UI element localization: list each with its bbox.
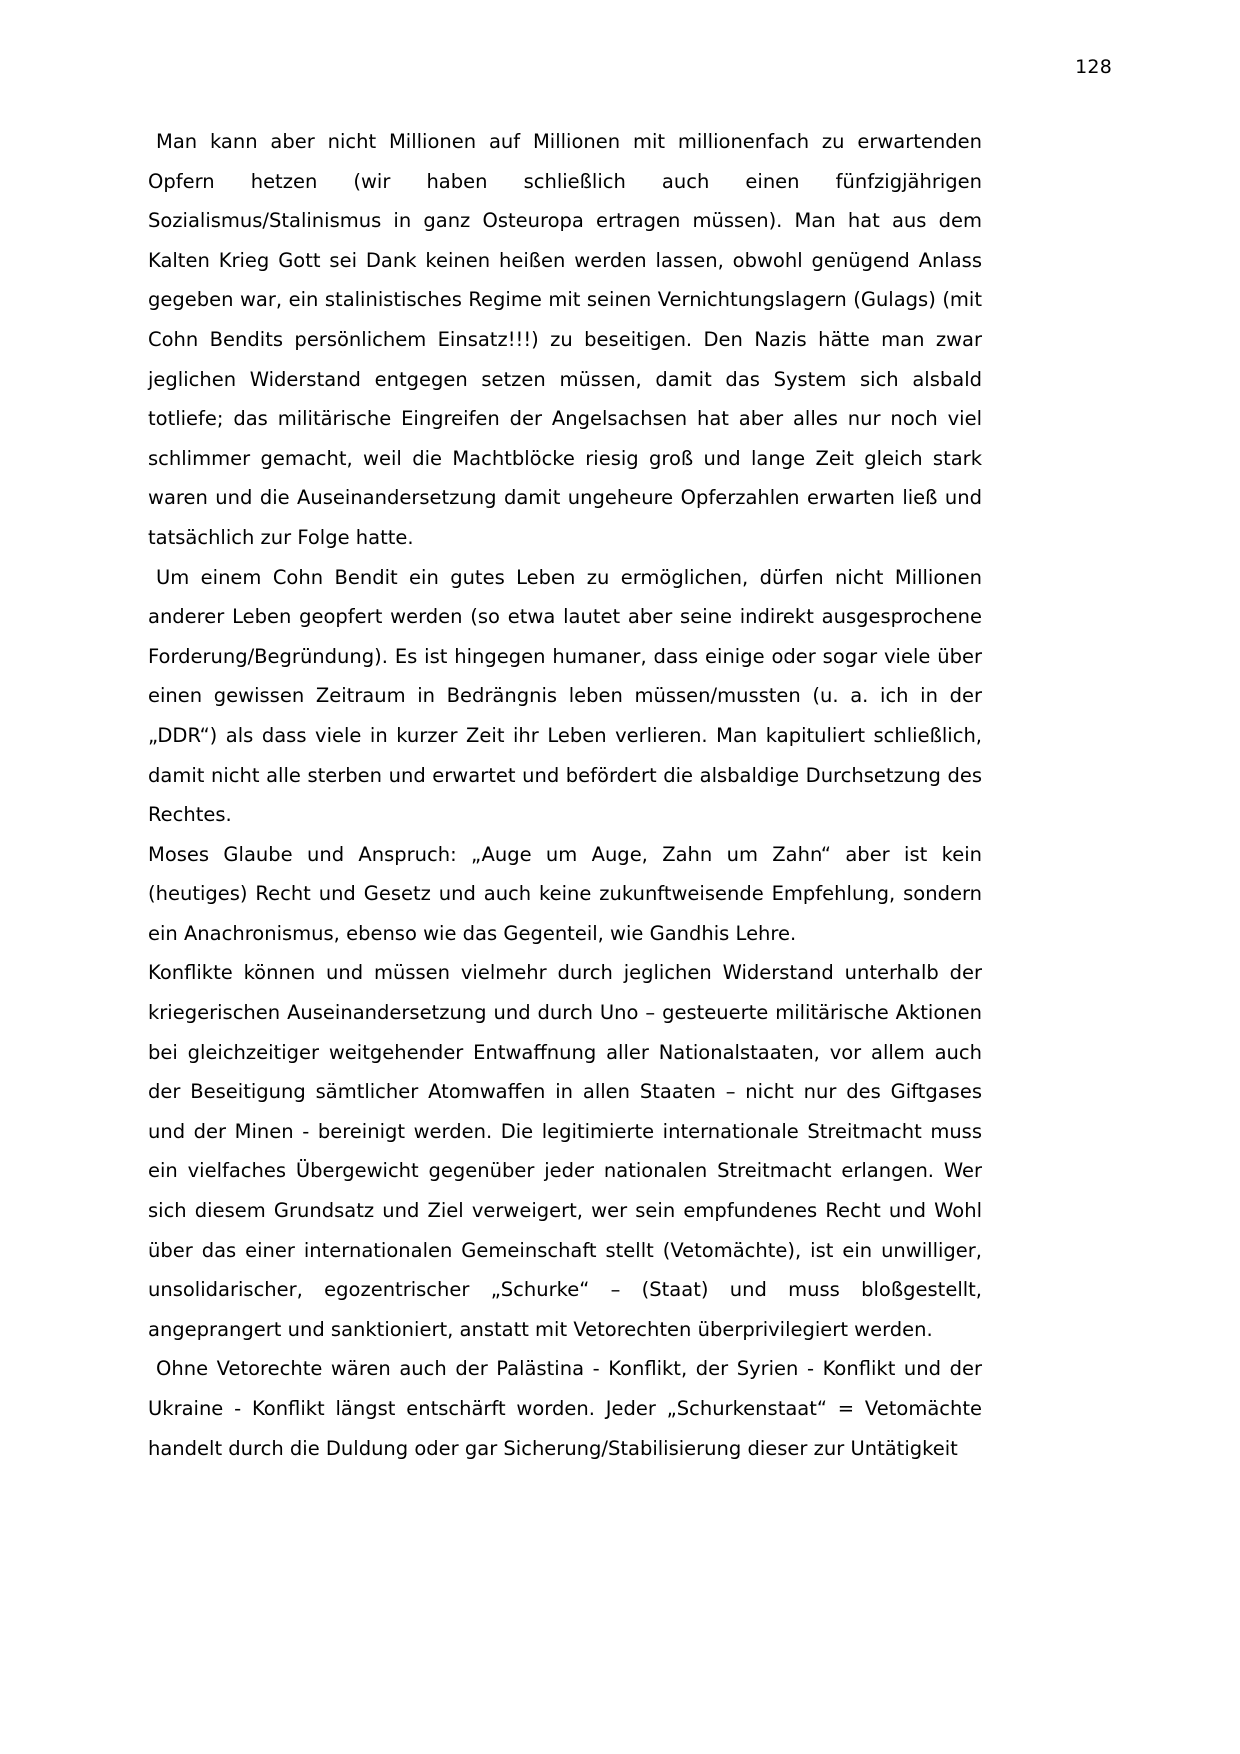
- paragraph-2: Um einem Cohn Bendit ein gutes Leben zu ermöglichen, dürfen nicht Millionen anderer Leben geopfert werden (so etwa lautet aber seine indirekt ausgesprochene Forderung/Begründung). Es ist hingegen humaner, dass einige oder sogar viele über einen gewissen Zeitraum in Bedrängnis leben müssen/mussten (u. a. ich in der „DDR“) als dass viele in kurzer Zeit ihr Leben verlieren. Man kapituliert schließlich, damit nicht alle sterben und erwartet und befördert die alsbaldige Durchsetzung des Rechtes.: [148, 565, 982, 827]
- page-body: [148, 122, 982, 1468]
- page-number: 128: [1075, 56, 1112, 78]
- paragraph-1: Man kann aber nicht Millionen auf Millionen mit millionenfach zu erwartenden Opfern hetzen (wir haben schließlich auch einen fünfzigjährigen Sozialismus/Stalinismus in ganz Osteuropa ertragen müssen). Man hat aus dem Kalten Krieg Gott sei Dank keinen heißen werden lassen, obwohl genügend Anlass gegeben war, ein stalinistisches Regime mit seinen Vernichtungslagern (Gulags) (mit Cohn Bendits persönlichem Einsatz!!!) zu beseitigen. Den Nazis hätte man zwar jeglichen Widerstand entgegen setzen müssen, damit das System sich alsbald totliefe; das militärische Eingreifen der Angelsachsen hat aber alles nur noch viel schlimmer gemacht, weil die Machtblöcke riesig groß und lange Zeit gleich stark waren und die Auseinandersetzung damit ungeheure Opferzahlen erwarten ließ und tatsächlich zur Folge hatte.: [148, 130, 982, 549]
- paragraph-5: Ohne Vetorechte wären auch der Palästina - Konflikt, der Syrien - Konflikt und der Ukraine - Konflikt längst entschärft worden. Jeder „Schurkenstaat“ = Vetomächte handelt durch die Duldung oder gar Sicherung/Stabilisierung dieser zur Untätigkeit: [148, 1357, 982, 1460]
- paragraph-4: Konflikte können und müssen vielmehr durch jeglichen Widerstand unterhalb der kriegerischen Auseinandersetzung und durch Uno – gesteuerte militärische Aktionen bei gleichzeitiger weitgehender Entwaffnung aller Nationalstaaten, vor allem auch der Beseitigung sämtlicher Atomwaffen in allen Staaten – nicht nur des Giftgases und der Minen - bereinigt werden. Die legitimierte internationale Streitmacht muss ein vielfaches Übergewicht gegenüber jeder nationalen Streitmacht erlangen. Wer sich diesem Grundsatz und Ziel verweigert, wer sein empfundenes Recht und Wohl über das einer internationalen Gemeinschaft stellt (Vetomächte), ist ein unwilliger, unsolidarischer, egozentrischer „Schurke“ – (Staat) und muss bloßgestellt, angeprangert und sanktioniert, anstatt mit Vetorechten überprivilegiert werden.: [148, 961, 982, 1341]
- paragraph-3: Moses Glaube und Anspruch: „Auge um Auge, Zahn um Zahn“ aber ist kein (heutiges) Recht und Gesetz und auch keine zukunftweisende Empfehlung, sondern ein Anachronismus, ebenso wie das Gegenteil, wie Gandhis Lehre.: [148, 842, 982, 945]
